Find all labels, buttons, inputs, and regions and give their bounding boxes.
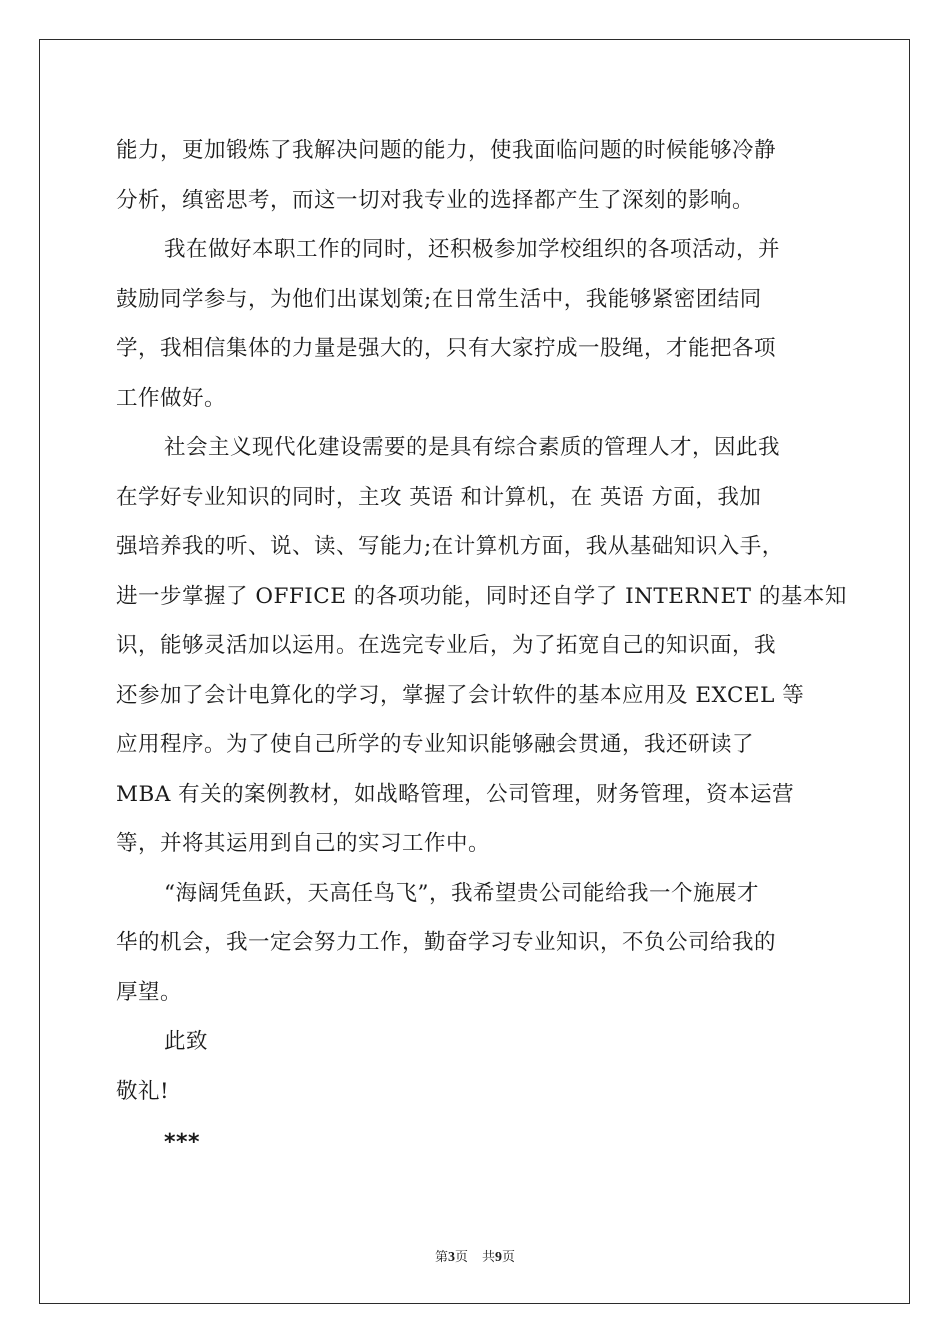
- page-current: 3: [447, 1250, 455, 1265]
- text-line: 在学好专业知识的同时，主攻 英语 和计算机，在 英语 方面，我加: [116, 484, 762, 510]
- paragraph-start: 我在做好本职工作的同时，还积极参加学校组织的各项活动，并: [164, 237, 781, 262]
- document-body: [116, 126, 847, 1168]
- closing-salutation: 此致: [164, 1029, 209, 1054]
- text-line: 还参加了会计电算化的学习，掌握了会计软件的基本应用及 EXCEL 等: [116, 682, 805, 708]
- text-line: 华的机会，我一定会努力工作，勤奋学习专业知识，不负公司给我的: [116, 930, 777, 955]
- paragraph-start: 社会主义现代化建设需要的是具有综合素质的管理人才，因此我: [164, 435, 781, 460]
- text-line: MBA 有关的案例教材，如战略管理，公司管理，财务管理，资本运营: [116, 781, 795, 807]
- text-line: 识，能够灵活加以运用。在选完专业后，为了拓宽自己的知识面，我: [116, 633, 777, 658]
- text-line: 强培养我的听、说、读、写能力;在计算机方面，我从基础知识入手，: [116, 534, 784, 559]
- page-total: 9: [495, 1250, 503, 1265]
- text-line: 进一步掌握了 OFFICE 的各项功能，同时还自学了 INTERNET 的基本知: [116, 583, 847, 609]
- text-line: 工作做好。: [116, 385, 227, 411]
- signature: ***: [164, 1130, 201, 1155]
- text-line: 等，并将其运用到自己的实习工作中。: [116, 831, 491, 856]
- text-line: 鼓励同学参与，为他们出谋划策;在日常生活中，我能够紧密团结同: [116, 286, 762, 312]
- page-prefix: 第: [434, 1250, 448, 1265]
- page-suffix: 页: [454, 1250, 468, 1265]
- text-line: 能力，更加锻炼了我解决问题的能力，使我面临问题的时候能够冷静: [116, 138, 777, 163]
- total-prefix: 共: [482, 1250, 496, 1265]
- total-suffix: 页: [502, 1250, 516, 1265]
- text-line: 学，我相信集体的力量是强大的，只有大家拧成一股绳，才能把各项: [116, 336, 777, 361]
- paragraph-start: “海阔凭鱼跃，天高任鸟飞”，我希望贵公司能给我一个施展才: [164, 880, 759, 906]
- closing-regards: 敬礼!: [116, 1078, 170, 1104]
- page-footer: [0, 1246, 950, 1266]
- text-line: 应用程序。为了使自己所学的专业知识能够融会贯通，我还研读了: [116, 732, 755, 757]
- text-line: 分析，缜密思考，而这一切对我专业的选择都产生了深刻的影响。: [116, 187, 755, 213]
- text-line: 厚望。: [116, 979, 183, 1005]
